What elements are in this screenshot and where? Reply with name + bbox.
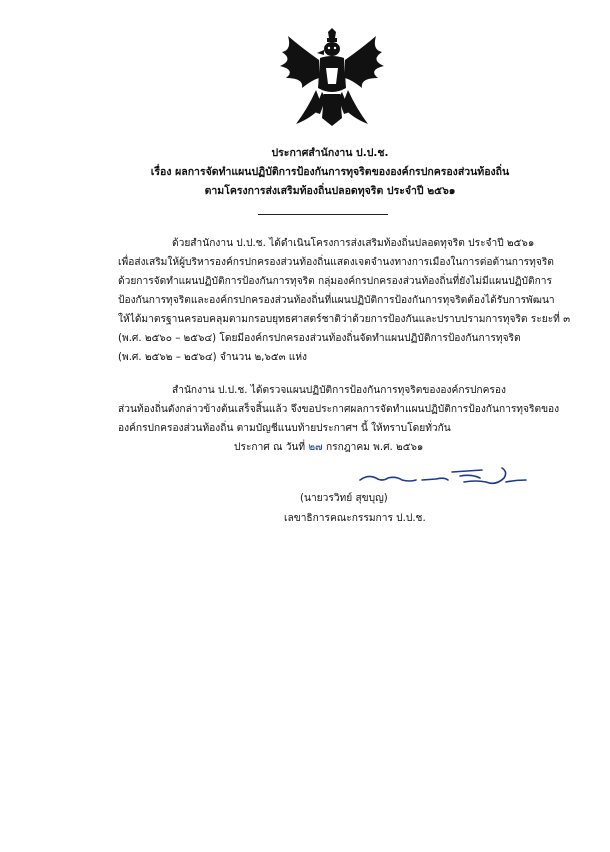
- paragraph-line: (พ.ศ. ๒๕๖๐ – ๒๕๖๔) โดยมีองค์กรปกครองส่วนท้องถิ่นจัดทำแผนปฏิบัติการป้องกันการทุจริต: [118, 333, 521, 344]
- date-day: ๒๗: [308, 442, 323, 453]
- handwritten-signature: [356, 458, 536, 490]
- paragraph-line: ด้วยการจัดทำแผนปฏิบัติการป้องกันการทุจริต กลุ่มองค์กรปกครองส่วนท้องถิ่นที่ยังไม่มีแผนปฏิบัติการ: [118, 276, 552, 287]
- paragraph-line: สำนักงาน ป.ป.ช. ได้ตรวจแผนปฏิบัติการป้องกันการทุจริตขององค์กรปกครอง: [172, 385, 506, 396]
- paragraph-line: เพื่อส่งเสริมให้ผู้บริหารองค์กรปกครองส่วนท้องถิ่นแสดงเจตจำนงทางการเมืองในการต่อต้านการทุจริต: [118, 257, 554, 268]
- signatory-title: เลขาธิการคณะกรรมการ ป.ป.ช.: [284, 513, 426, 524]
- title-divider: [258, 214, 388, 215]
- signatory-name: (นายวรวิทย์ สุขบุญ): [300, 493, 388, 504]
- paragraph-line: ส่วนท้องถิ่นดังกล่าวข้างต้นเสร็จสิ้นแล้ว จึงขอประกาศผลการจัดทำแผนปฏิบัติการป้องกันการทุจริตของ: [118, 404, 560, 415]
- date-prefix: ประกาศ ณ วันที่: [234, 442, 306, 453]
- garuda-emblem-icon: [272, 28, 392, 130]
- paragraph-line: ด้วยสำนักงาน ป.ป.ช. ได้ดำเนินโครงการส่งเสริมท้องถิ่นปลอดทุจริต ประจำปี ๒๕๖๑: [172, 238, 535, 249]
- announcement-subject-cont: ตามโครงการส่งเสริมท้องถิ่นปลอดทุจริต ประจำปี ๒๕๖๑: [204, 185, 456, 197]
- paragraph-line: องค์กรปกครองส่วนท้องถิ่น ตามบัญชีแนบท้ายประกาศฯ นี้ ให้ทราบโดยทั่วกัน: [118, 423, 451, 434]
- paragraph-line: (พ.ศ. ๒๕๖๒ – ๒๕๖๔) จำนวน ๒,๖๕๓ แห่ง: [118, 352, 308, 363]
- announcement-subject: เรื่อง ผลการจัดทำแผนปฏิบัติการป้องกันการทุจริตขององค์กรปกครองส่วนท้องถิ่น: [150, 166, 510, 178]
- paragraph-line: ให้ได้มาตรฐานครอบคลุมตามกรอบยุทธศาสตร์ชาติว่าด้วยการป้องกันและปราบปรามการทุจริต ระยะที่ ๓: [118, 314, 571, 325]
- paragraph-line: ป้องกันการทุจริตและองค์กรปกครองส่วนท้องถิ่นที่แผนปฏิบัติการป้องกันการทุจริตต้องได้รับการพัฒนา: [118, 295, 555, 306]
- announcement-title: ประกาศสำนักงาน ป.ป.ช.: [271, 147, 389, 159]
- announcement-date: [234, 441, 423, 455]
- date-suffix: กรกฎาคม พ.ศ. ๒๕๖๑: [325, 442, 424, 453]
